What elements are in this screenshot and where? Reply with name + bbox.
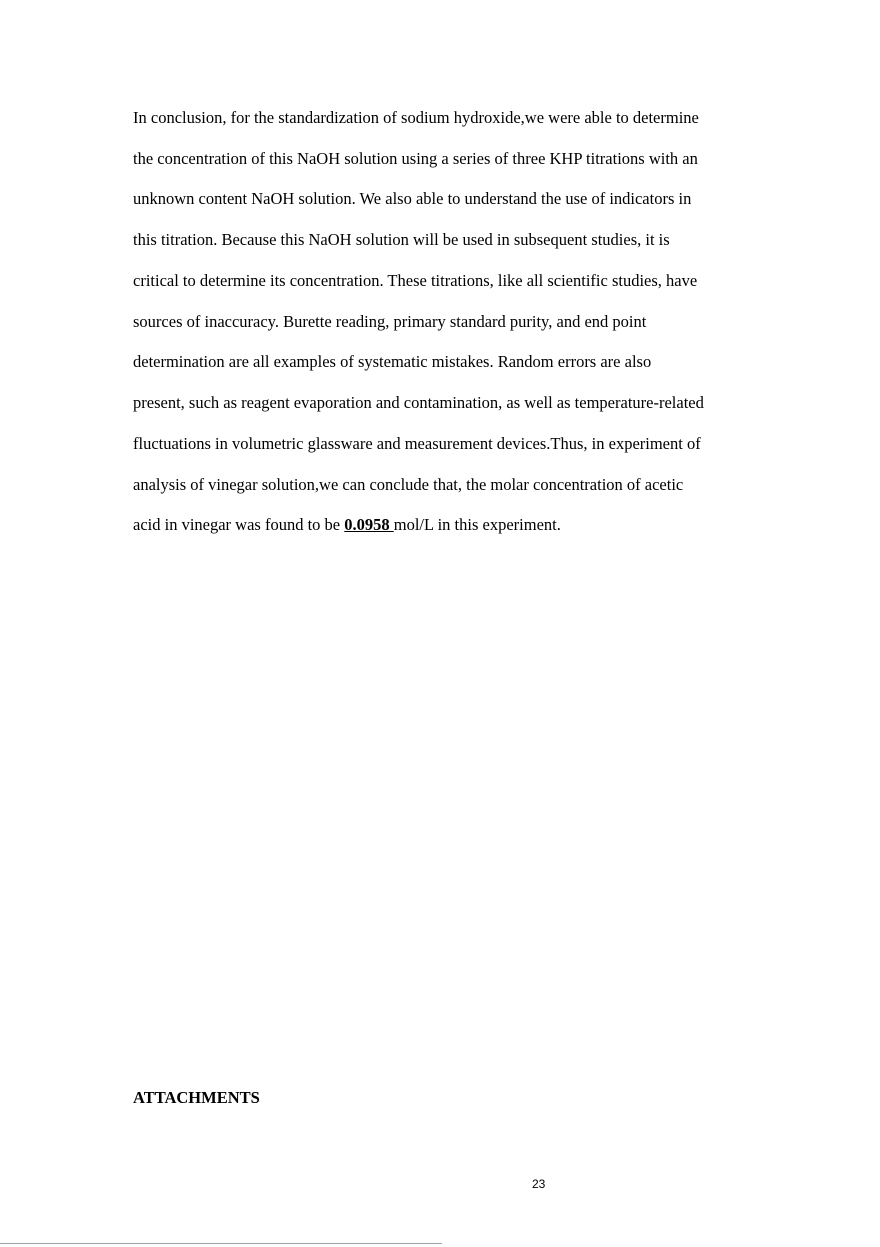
conclusion-line: present, such as reagent evaporation and contamination, as well as temperature-related (133, 393, 704, 412)
final-line-after: mol/L in this experiment. (393, 515, 561, 534)
concentration-value: 0.0958 (344, 515, 394, 534)
conclusion-line: fluctuations in volumetric glassware and measurement devices.Thus, in experiment of (133, 434, 701, 453)
conclusion-line: unknown content NaOH solution. We also able to understand the use of indicators in (133, 189, 692, 208)
attachments-heading: ATTACHMENTS (133, 1088, 260, 1107)
conclusion-line: sources of inaccuracy. Burette reading, primary standard purity, and end point (133, 312, 647, 331)
conclusion-line: In conclusion, for the standardization of sodium hydroxide,we were able to determine (133, 108, 699, 127)
conclusion-line: critical to determine its concentration. These titrations, like all scientific studies, have (133, 271, 698, 290)
conclusion-line: this titration. Because this NaOH solution will be used in subsequent studies, it is (133, 230, 670, 249)
conclusion-line: the concentration of this NaOH solution using a series of three KHP titrations with an (133, 149, 698, 168)
conclusion-line: analysis of vinegar solution,we can conclude that, the molar concentration of acetic (133, 475, 684, 494)
footer-divider (0, 1243, 442, 1244)
conclusion-line: determination are all examples of systematic mistakes. Random errors are also (133, 352, 652, 371)
final-line-before: acid in vinegar was found to be (133, 515, 345, 534)
page-number: 23 (532, 1177, 546, 1191)
conclusion-final-line (133, 515, 561, 535)
